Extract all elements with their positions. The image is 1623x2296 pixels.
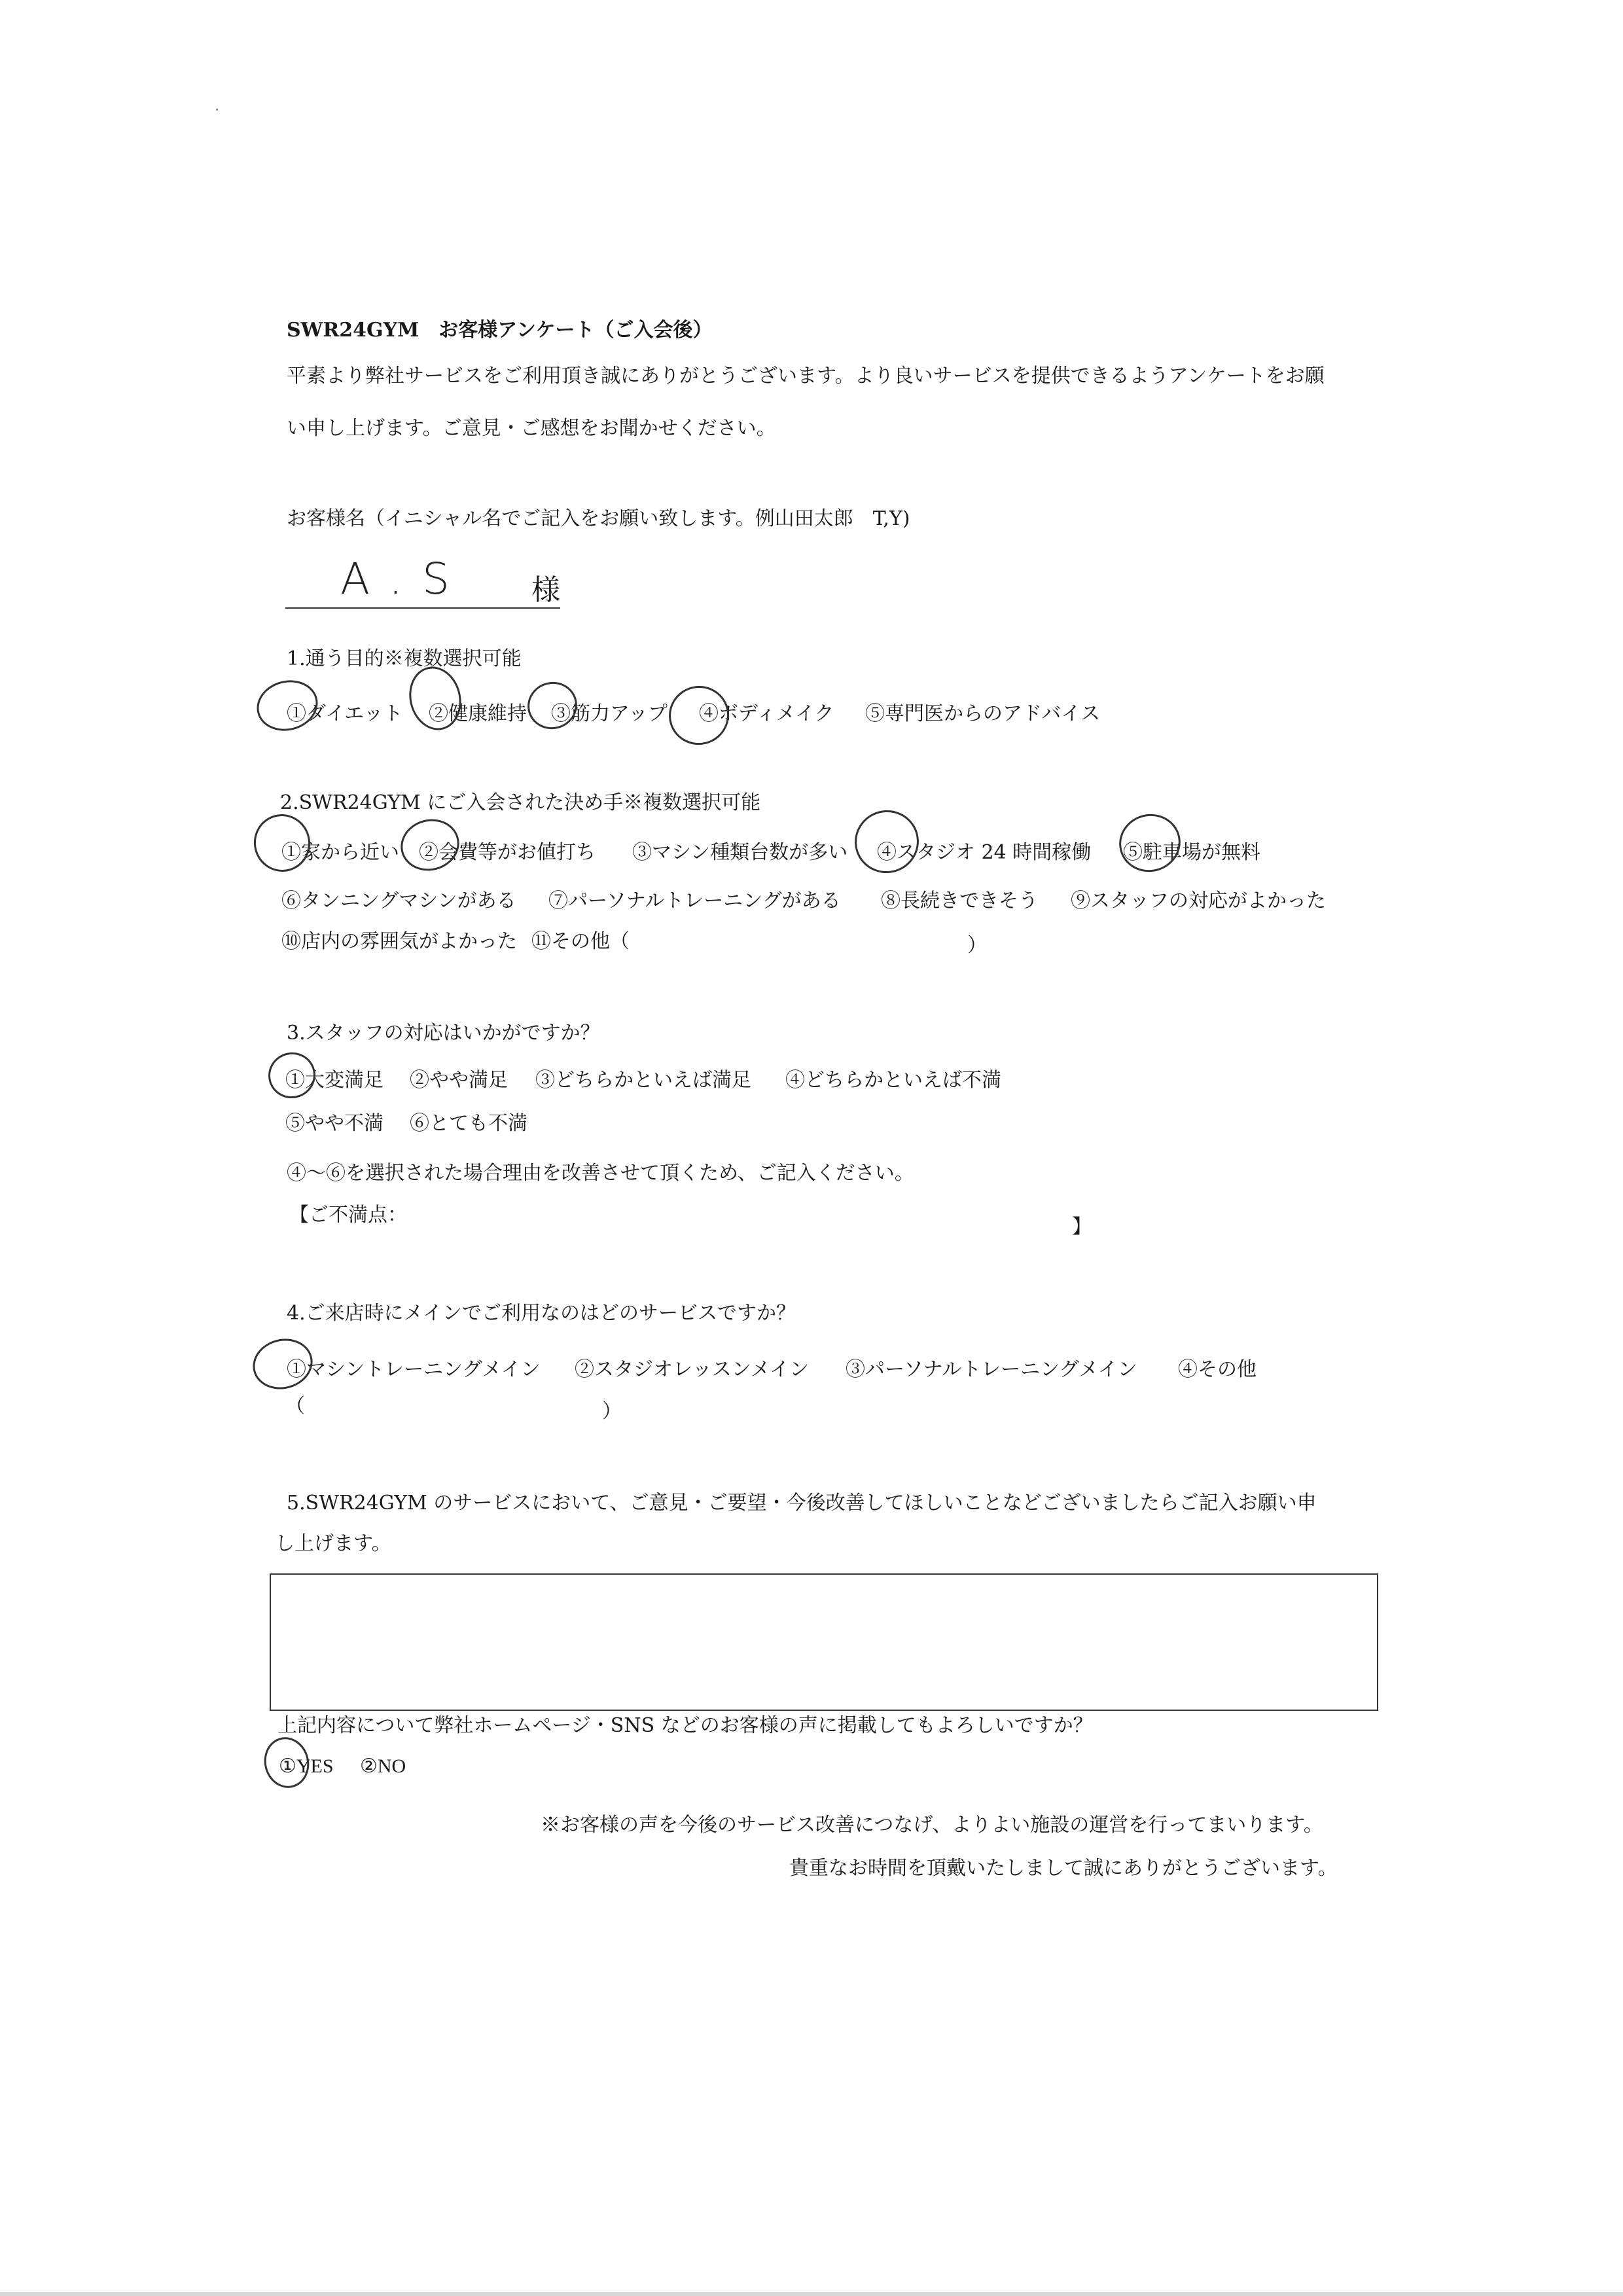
- customer-name-label: お客様名（イニシャル名でご記入をお願い致します。例山田太郎 T,Y): [287, 507, 910, 530]
- q5-answer-box[interactable]: [270, 1573, 1378, 1711]
- q2-option-studio-24h[interactable]: ④スタジオ 24 時間稼働: [877, 841, 1092, 864]
- q1-option-health[interactable]: ②健康維持: [429, 702, 527, 725]
- q3-option-somewhat-satisfied[interactable]: ②やや満足: [410, 1069, 508, 1092]
- q1-option-diet[interactable]: ①ダイエット: [287, 702, 403, 725]
- publish-option-no[interactable]: ②NO: [360, 1755, 406, 1777]
- q2-option-atmosphere[interactable]: ⑩店内の雰囲気がよかった: [281, 930, 517, 953]
- q2-other-close-paren: ）: [967, 934, 987, 957]
- q4-other-open-paren: （: [285, 1395, 305, 1418]
- survey-title: SWR24GYM お客様アンケート（ご入会後）: [287, 319, 713, 342]
- customer-name-value[interactable]: A.S: [340, 554, 469, 604]
- q3-option-somewhat-dissatisfied[interactable]: ⑤やや不満: [285, 1112, 383, 1135]
- customer-name-suffix: 様: [531, 573, 560, 607]
- scan-bottom-edge: [0, 2292, 1623, 2296]
- q3-option-rather-dissatisfied[interactable]: ④どちらかといえば不満: [785, 1069, 1001, 1092]
- q3-option-very-satisfied[interactable]: ①大変満足: [285, 1069, 383, 1092]
- q3-option-very-dissatisfied[interactable]: ⑥とても不満: [410, 1112, 527, 1135]
- q3-question: 3.スタッフの対応はいかがですか？: [287, 1022, 600, 1045]
- intro-line-2: い申し上げます。ご意見・ご感想をお聞かせください。: [287, 417, 776, 440]
- scan-speck: [216, 109, 218, 111]
- q5-question-line-1: 5.SWR24GYM のサービスにおいて、ご意見・ご要望・今後改善してほしいことなどございましたらご記入お願い申: [287, 1492, 1317, 1515]
- q3-option-rather-satisfied[interactable]: ③どちらかといえば満足: [535, 1069, 751, 1092]
- footer-note-line-2: 貴重なお時間を頂戴いたしまして誠にありがとうございます。: [789, 1857, 1338, 1880]
- q4-option-personal[interactable]: ③パーソナルトレーニングメイン: [846, 1358, 1137, 1381]
- q4-option-other[interactable]: ④その他: [1178, 1358, 1257, 1381]
- q2-option-personal[interactable]: ⑦パーソナルトレーニングがある: [548, 889, 841, 912]
- customer-name-underline: [285, 607, 560, 609]
- q1-option-bodymake[interactable]: ④ボディメイク: [699, 702, 834, 725]
- q2-option-machines[interactable]: ③マシン種類台数が多い: [632, 841, 848, 864]
- footer-note-line-1: ※お客様の声を今後のサービス改善につなげ、よりよい施設の運営を行ってまいります。: [541, 1814, 1323, 1837]
- q2-option-tanning[interactable]: ⑥タンニングマシンがある: [281, 889, 516, 912]
- q2-option-parking[interactable]: ⑤駐車場が無料: [1123, 841, 1260, 864]
- q1-option-strength[interactable]: ③筋力アップ: [551, 702, 668, 725]
- q2-option-other[interactable]: ⑪その他（: [531, 930, 630, 953]
- q5-question-line-2: し上げます。: [275, 1532, 391, 1555]
- q3-reason-note: ④～⑥を選択された場合理由を改善させて頂くため、ご記入ください。: [287, 1162, 914, 1185]
- q4-option-machine[interactable]: ①マシントレーニングメイン: [287, 1358, 541, 1381]
- q4-other-close-paren: ）: [602, 1400, 622, 1423]
- q2-option-staff[interactable]: ⑨スタッフの対応がよかった: [1071, 889, 1326, 912]
- q1-question: 1.通う目的※複数選択可能: [287, 647, 522, 670]
- q3-complaint-close: 】: [1072, 1215, 1092, 1238]
- publish-question: 上記内容について弊社ホームページ・SNS などのお客様の声に掲載してもよろしいですか？: [277, 1714, 1093, 1737]
- q4-option-studio[interactable]: ②スタジオレッスンメイン: [575, 1358, 810, 1381]
- q4-question: 4.ご来店時にメインでご利用なのはどのサービスですか？: [287, 1302, 796, 1325]
- q2-option-near-home[interactable]: ①家から近い: [281, 841, 399, 864]
- q2-option-long-lasting[interactable]: ⑧長続きできそう: [881, 889, 1038, 912]
- q2-question: 2.SWR24GYM にご入会された決め手※複数選択可能: [280, 791, 761, 814]
- q1-option-doctor[interactable]: ⑤専門医からのアドバイス: [865, 702, 1101, 725]
- q3-complaint-label: 【ご不満点：: [289, 1204, 407, 1227]
- publish-option-yes[interactable]: ①YES: [279, 1755, 334, 1777]
- intro-line-1: 平素より弊社サービスをご利用頂き誠にありがとうございます。より良いサービスを提供できるようアンケートをお願: [287, 365, 1325, 387]
- q2-option-price[interactable]: ②会費等がお値打ち: [419, 841, 596, 864]
